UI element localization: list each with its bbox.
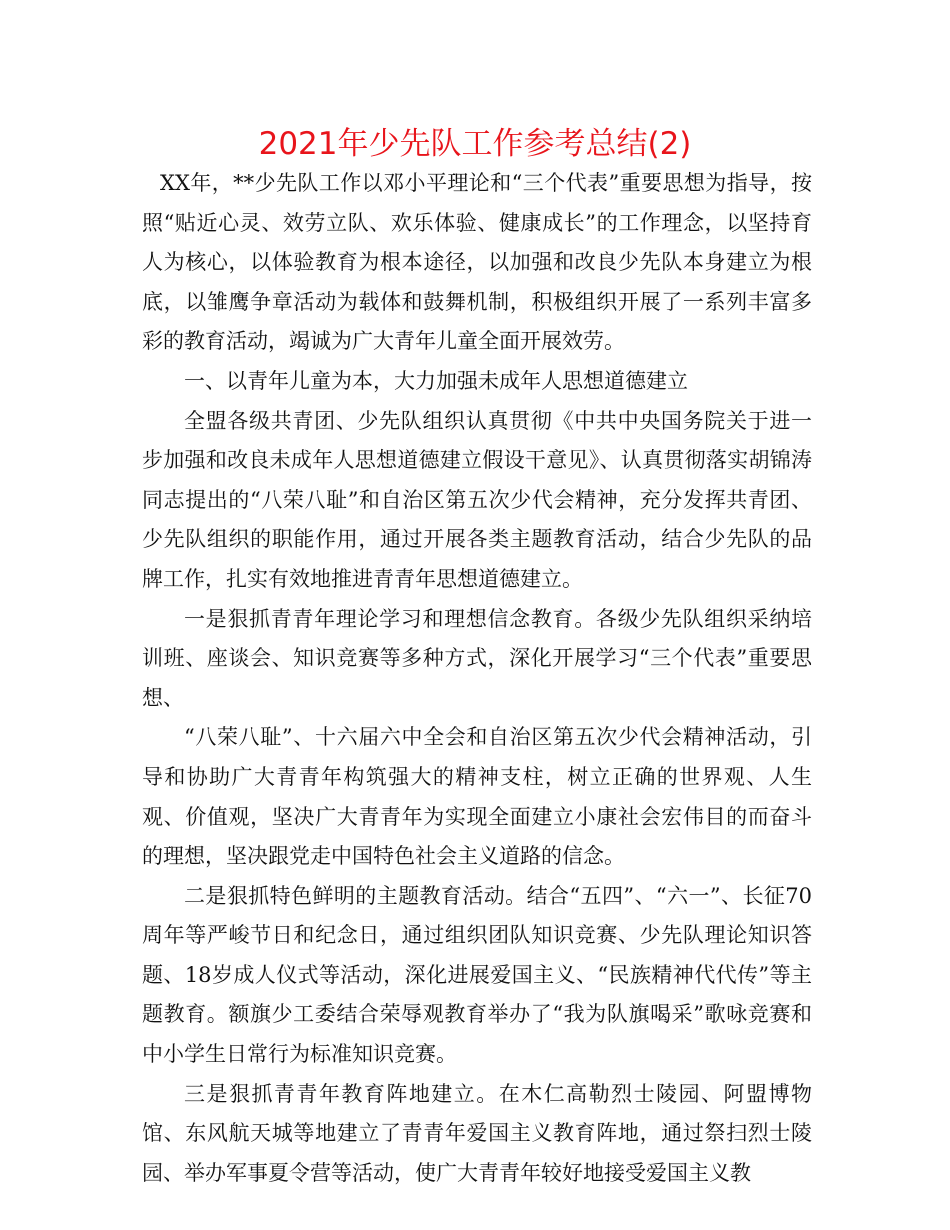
paragraph-theme-activities: 二是狠抓特色鲜明的主题教育活动。结合“五四”、“六一”、长征70周年等严峻节日和纪念日，通过组织团队知识竞赛、少先队理论知识答题、18岁成人仪式等活动，深化进展爱国主义、“民族精神代代传”等主题教育。额旗少工委结合荣辱观教育举办了“我为队旗喝采”歌咏竞赛和中小学生日常行为标准知识竞赛。	[142, 883, 812, 1067]
paragraph-eight-honors: “八荣八耻”、十六届六中全会和自治区第五次少代会精神活动，引导和协助广大青青年构筑强大的精神支柱，树立正确的世界观、人生观、价值观，坚决广大青青年为实现全面建立小康社会宏伟目的而奋斗的理想，坚决跟党走中国特色社会主义道路的信念。	[142, 725, 812, 869]
paragraph-section-1: 全盟各级共青团、少先队组织认真贯彻《中共中央国务院关于进一步加强和改良未成年人思想道德建立假设干意见》、认真贯彻落实胡锦涛同志提出的“八荣八耻”和自治区第五次少代会精神，充分发挥共青团、少先队组织的职能作用，通过开展各类主题教育活动，结合少先队的品牌工作，扎实有效地推进青青年思想道德建立。	[142, 408, 812, 591]
paragraph-intro: XX年，**少先队工作以邓小平理论和“三个代表”重要思想为指导，按照“贴近心灵、效劳立队、欢乐体验、健康成长”的工作理念，以坚持育人为核心，以体验教育为根本途径，以加强和改良少先队本身建立为根底，以雏鹰争章活动为载体和鼓舞机制，积极组织开展了一系列丰富多彩的教育活动，竭诚为广大青年儿童全面开展效劳。	[142, 171, 812, 354]
paragraph-theory-study: 一是狠抓青青年理论学习和理想信念教育。各级少先队组织采纳培训班、座谈会、知识竞赛等多种方式，深化开展学习“三个代表”重要思想、	[142, 606, 812, 710]
document-title: 2021年少先队工作参考总结(2)	[258, 126, 692, 162]
document-body	[142, 164, 812, 1193]
section-heading-1: 一、以青年儿童为本，大力加强未成年人思想道德建立	[184, 368, 688, 393]
paragraph-education-base: 三是狠抓青青年教育阵地建立。在木仁高勒烈士陵园、阿盟博物馆、东风航天城等地建立了青青年爱国主义教育阵地，通过祭扫烈士陵园、举办军事夏令营等活动，使广大青青年较好地接受爱国主义教	[142, 1081, 812, 1185]
